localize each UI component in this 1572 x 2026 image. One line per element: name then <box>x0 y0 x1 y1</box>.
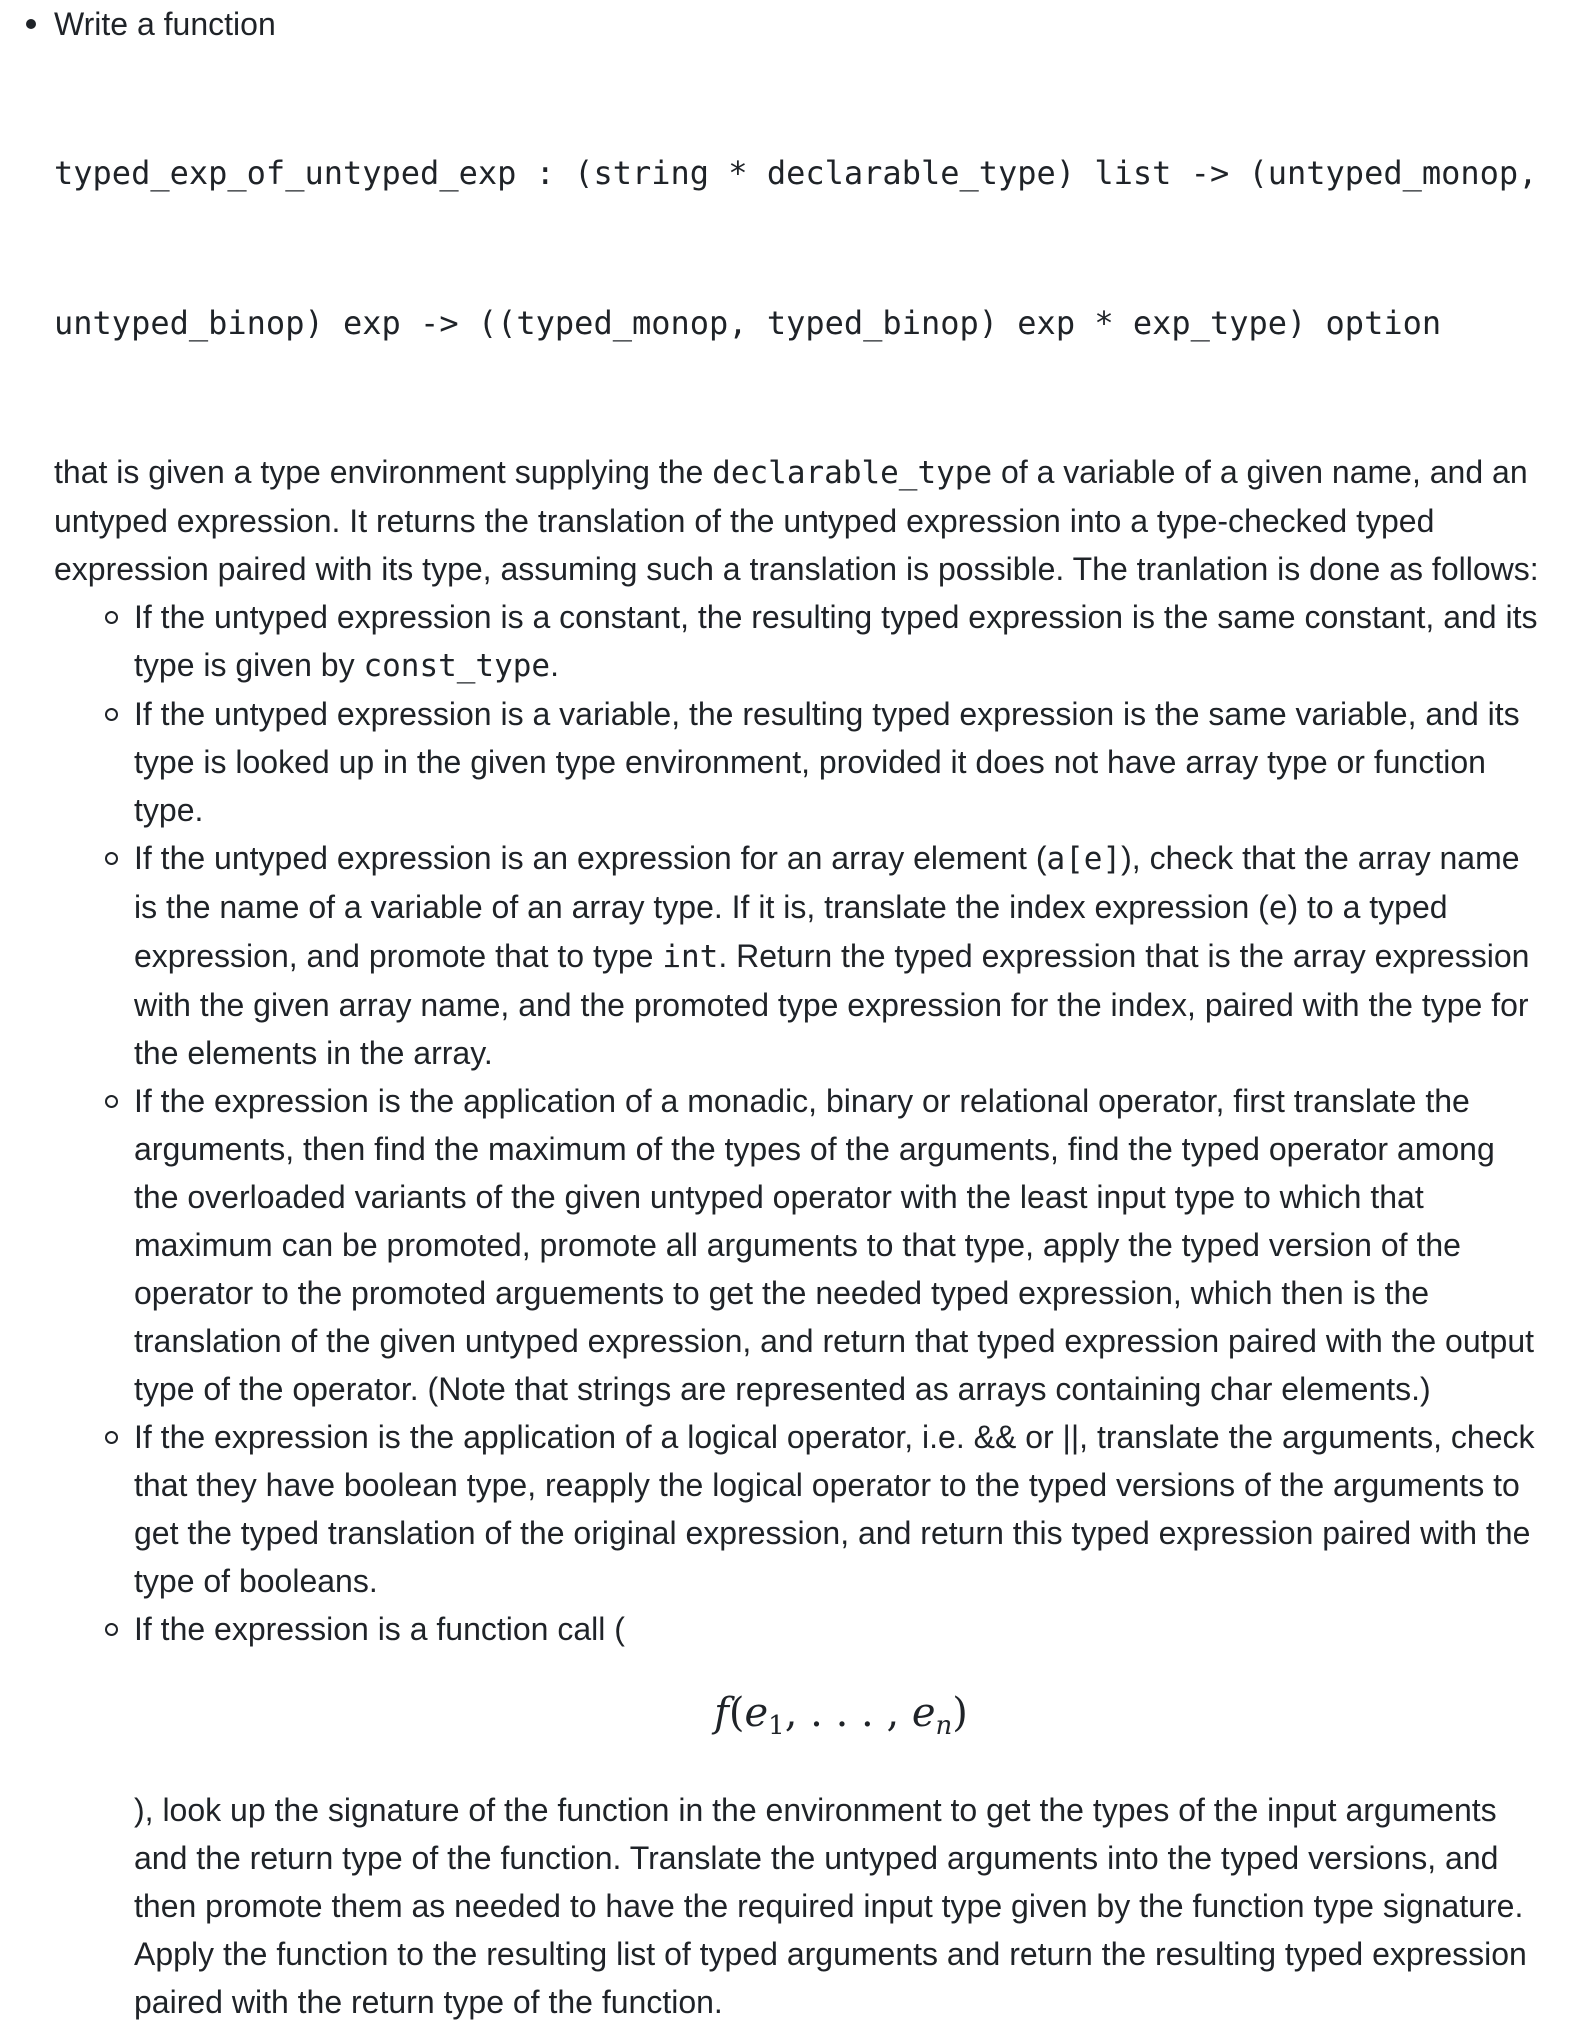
math-ellipsis: , . . . , <box>784 1690 912 1736</box>
function-signature <box>54 48 1548 448</box>
bullet-circle-icon <box>105 1431 118 1444</box>
bullet-circle-icon <box>105 611 118 624</box>
case-call <box>134 1605 1548 2026</box>
case-operator <box>134 1077 1548 1413</box>
case-constant-post: . <box>550 647 559 683</box>
bullet-circle-icon <box>105 708 118 721</box>
signature-line-1: typed_exp_of_untyped_exp : (string * declarable_type) list -> (untyped_monop, <box>54 154 1538 192</box>
function-description <box>54 448 1548 593</box>
case-array-pre: If the untyped expression is an expression for an array element ( <box>134 840 1047 876</box>
case-list <box>54 593 1548 2026</box>
math-close-paren: ) <box>952 1690 968 1736</box>
math-sub-1: 1 <box>768 1711 785 1741</box>
bullet-circle-icon <box>105 1623 118 1636</box>
case-constant <box>134 593 1548 690</box>
bullet-circle-icon <box>105 852 118 865</box>
item-lead: Write a function <box>54 6 276 42</box>
math-en: e <box>911 1690 936 1736</box>
math-f: f <box>714 1690 729 1736</box>
inline-code-index: e <box>1268 890 1288 926</box>
inline-code-int: int <box>662 939 719 975</box>
case-constant-pre: If the untyped expression is a constant, the resulting typed expression is the same constant, and its type is given by <box>134 599 1538 683</box>
math-function-call <box>134 1685 1548 1754</box>
math-e1: e <box>744 1690 769 1736</box>
inline-code-declarable-type: declarable_type <box>712 455 993 491</box>
case-array <box>134 834 1548 1077</box>
bullet-circle-icon <box>105 1095 118 1108</box>
inline-code-const-type: const_type <box>363 648 551 684</box>
case-operator-text: If the expression is the application of a monadic, binary or relational operator, first translate the arguments, then find the maximum of the types of the arguments, find the typed operator among the overloaded variants of the given untyped operator with the least input type to which that maximum can be promoted, promote all arguments to that type, apply the typed version of the operator to the promoted arguements to get the needed typed expression, which then is the translation of the given untyped expression, and return that typed expression paired with the output type of the operator. (Note that strings are represented as arrays containing char elements.) <box>134 1083 1534 1407</box>
case-variable-text: If the untyped expression is a variable, the resulting typed expression is the same variable, and its type is looked up in the given type environment, provided it does not have array type or function type. <box>134 696 1520 828</box>
case-call-post: ), look up the signature of the function in the environment to get the types of the input arguments and the return type of the function. Translate the untyped arguments into the typed versions, and then promote them as needed to have the required input type given by the function type signature. Apply the function to the resulting list of typed arguments and return the resulting typed expression paired with the return type of the function. <box>134 1792 1527 2020</box>
inline-code-array-element: a[e] <box>1046 841 1122 877</box>
math-sub-n: n <box>935 1711 953 1741</box>
case-call-pre: If the expression is a function call ( <box>134 1611 625 1647</box>
case-array-post: . Return the typed expression that is the array expression with the given array name, and the promoted type expression for the index, paired with the type for the elements in the array. <box>134 938 1530 1071</box>
list-item-function-spec <box>54 0 1548 2026</box>
bullet-disc-icon <box>26 19 36 29</box>
case-variable <box>134 690 1548 834</box>
desc-post: of a variable of a given name, and an untyped expression. It returns the translation of the untyped expression into a type-checked typed expression paired with its type, assuming such a translation is possible. The tranlation is done as follows: <box>54 454 1539 587</box>
case-logical-text: If the expression is the application of a logical operator, i.e. && or ||, translate the arguments, check that they have boolean type, reapply the logical operator to the typed versions of the arguments to get the typed translation of the original expression, and return this typed expression paired with the type of booleans. <box>134 1419 1535 1599</box>
math-open-paren: ( <box>728 1690 745 1736</box>
case-array-mid1: ), check that the array name is the name of a variable of an array type. If it is, translate the index expression ( <box>134 840 1520 925</box>
case-array-mid2: ) to a typed expression, and promote that to type <box>134 889 1448 974</box>
signature-line-2: untyped_binop) exp -> ((typed_monop, typed_binop) exp * exp_type) option <box>54 304 1442 342</box>
desc-pre: that is given a type environment supplying the <box>54 454 713 490</box>
case-logical <box>134 1413 1548 1605</box>
